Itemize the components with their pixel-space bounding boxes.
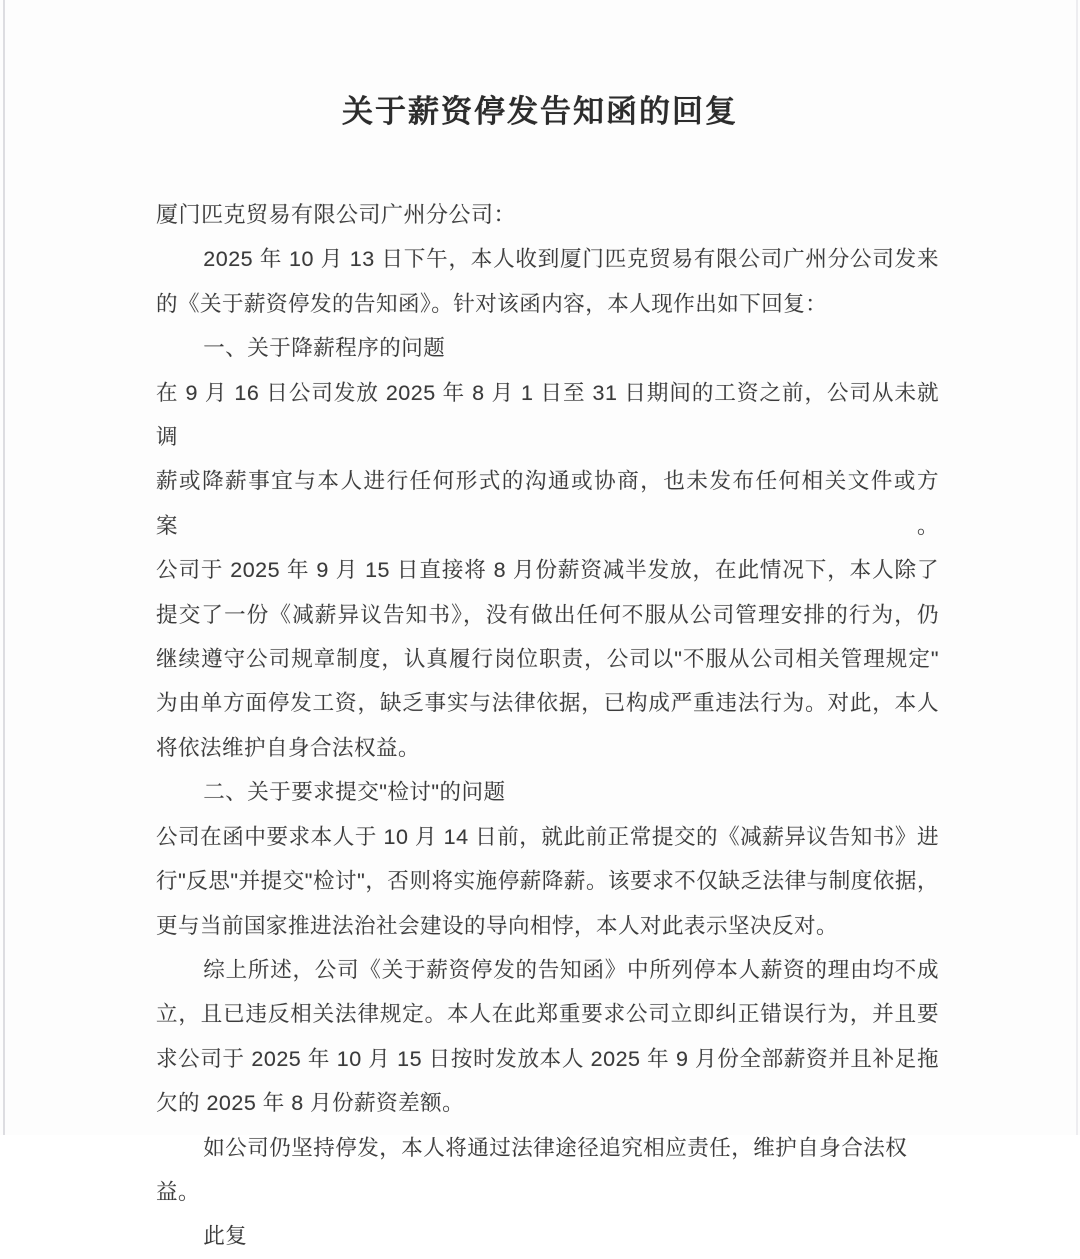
text-line: 继续遵守公司规章制度，认真履行岗位职责，公司以"不服从公司相关管理规定" [156,647,939,672]
salutation-line: 厦门匹克贸易有限公司广州分公司： [156,202,517,227]
text-line: 为由单方面停发工资，缺乏事实与法律依据，已构成严重违法行为。对此，本人 [156,691,939,716]
text-line: 公司在函中要求本人于 10 月 14 日前，就此前正常提交的《减薪异议告知书》进 [156,824,939,849]
text-line: 的《关于薪资停发的告知函》。针对该函内容，本人现作出如下回复： [156,291,828,316]
text-line: 薪或降薪事宜与本人进行任何形式的沟通或协商，也未发布任何相关文件或方案。 [156,469,939,538]
text-line: 如公司仍坚持停发，本人将通过法律途径追究相应责任，维护自身合法权益。 [156,1135,908,1204]
text-line: 公司于 2025 年 9 月 15 日直接将 8 月份薪资减半发放，在此情况下，本人除了 [156,558,939,583]
page-right-edge-line [1076,0,1078,1135]
text-line: 立，且已违反相关法律规定。本人在此郑重要求公司立即纠正错误行为，并且要 [156,1002,939,1027]
text-line: 二、关于要求提交"检讨"的问题 [203,780,506,805]
document-body [156,193,939,1259]
text-line: 一、关于降薪程序的问题 [203,336,446,361]
text-line: 综上所述，公司《关于薪资停发的告知函》中所列停本人薪资的理由均不成 [203,957,939,982]
text-line: 将依法维护自身合法权益。 [156,735,421,760]
text-line: 求公司于 2025 年 10 月 15 日按时发放本人 2025 年 9 月份全部薪资并且补足拖 [156,1046,939,1071]
page-left-edge-line [3,0,5,1135]
text-line: 提交了一份《减薪异议告知书》，没有做出任何不服从公司管理安排的行为，仍 [156,602,939,627]
text-line: 行"反思"并提交"检讨"，否则将实施停薪降薪。该要求不仅缺乏法律与制度依据， [156,869,939,894]
text-line: 此复 [203,1224,248,1249]
text-line: 欠的 2025 年 8 月份薪资差额。 [156,1091,465,1116]
text-line: 在 9 月 16 日公司发放 2025 年 8 月 1 日至 31 日期间的工资之前，公司从未就调 [156,380,939,450]
body-lines [156,237,939,1258]
text-line: 2025 年 10 月 13 日下午，本人收到厦门匹克贸易有限公司广州分公司发来 [203,247,939,272]
text-line: 更与当前国家推进法治社会建设的导向相悖，本人对此表示坚决反对。 [156,913,839,938]
document-title: 关于薪资停发告知函的回复 [342,94,738,129]
